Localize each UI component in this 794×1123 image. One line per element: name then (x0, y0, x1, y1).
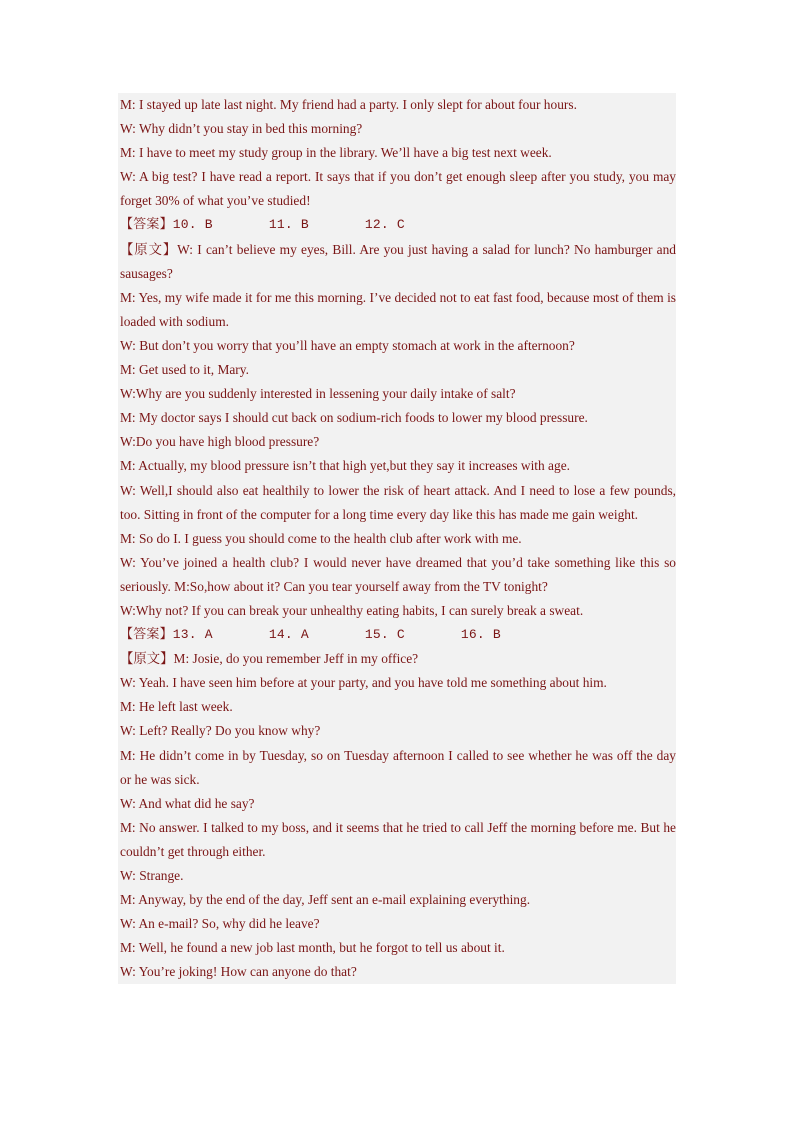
dialog-line: M: Actually, my blood pressure isn’t that high yet,but they say it increases with age. (118, 454, 676, 478)
dialog-line: W: Well,I should also eat healthily to lower the risk of heart attack. And I need to lose a few pounds, too. Sitting in front of the computer for a long time every day like this has made me gain weight. (118, 479, 676, 527)
dialog-line: M: Anyway, by the end of the day, Jeff sent an e-mail explaining everything. (118, 888, 676, 912)
dialog-line: W: You’ve joined a health club? I would never have dreamed that you’d take something like this so seriously. M:So,how about it? Can you tear yourself away from the TV tonight? (118, 551, 676, 599)
dialog-line: W: An e-mail? So, why did he leave? (118, 912, 676, 936)
dialog-line: M: No answer. I talked to my boss, and it seems that he tried to call Jeff the morning before me. But he couldn’t get through either. (118, 816, 676, 864)
dialog-line: W: But don’t you worry that you’ll have an empty stomach at work in the afternoon? (118, 334, 676, 358)
dialog-line: M: I have to meet my study group in the library. We’ll have a big test next week. (118, 141, 676, 165)
dialog-line: M: My doctor says I should cut back on sodium-rich foods to lower my blood pressure. (118, 406, 676, 430)
dialog-line: M: He didn’t come in by Tuesday, so on Tuesday afternoon I called to see whether he was off the day or he was sick. (118, 744, 676, 792)
transcript-document (118, 93, 676, 984)
answer-key-line: 【答案】10. B 11. B 12. C (118, 213, 676, 237)
dialog-line: M: He left last week. (118, 695, 676, 719)
dialog-line: M: I stayed up late last night. My friend had a party. I only slept for about four hours. (118, 93, 676, 117)
dialog-line: 【原文】M: Josie, do you remember Jeff in my office? (118, 647, 676, 671)
dialog-line: 【原文】W: I can’t believe my eyes, Bill. Are you just having a salad for lunch? No hamburger and sausages? (118, 238, 676, 286)
dialog-line: W: Why didn’t you stay in bed this morning? (118, 117, 676, 141)
dialog-line: M: So do I. I guess you should come to the health club after work with me. (118, 527, 676, 551)
dialog-line: M: Get used to it, Mary. (118, 358, 676, 382)
dialog-line: W: Yeah. I have seen him before at your party, and you have told me something about him. (118, 671, 676, 695)
dialog-line: W:Do you have high blood pressure? (118, 430, 676, 454)
dialog-line: W:Why are you suddenly interested in lessening your daily intake of salt? (118, 382, 676, 406)
dialog-line: W:Why not? If you can break your unhealthy eating habits, I can surely break a sweat. (118, 599, 676, 623)
dialog-line: M: Yes, my wife made it for me this morning. I’ve decided not to eat fast food, because most of them is loaded with sodium. (118, 286, 676, 334)
dialog-line: W: Left? Really? Do you know why? (118, 719, 676, 743)
dialog-line: W: A big test? I have read a report. It says that if you don’t get enough sleep after you study, you may forget 30% of what you’ve studied! (118, 165, 676, 213)
dialog-line: W: Strange. (118, 864, 676, 888)
dialog-line: M: Well, he found a new job last month, but he forgot to tell us about it. (118, 936, 676, 960)
answer-key-line: 【答案】13. A 14. A 15. C 16. B (118, 623, 676, 647)
dialog-line: W: And what did he say? (118, 792, 676, 816)
dialog-line: W: You’re joking! How can anyone do that? (118, 960, 676, 984)
